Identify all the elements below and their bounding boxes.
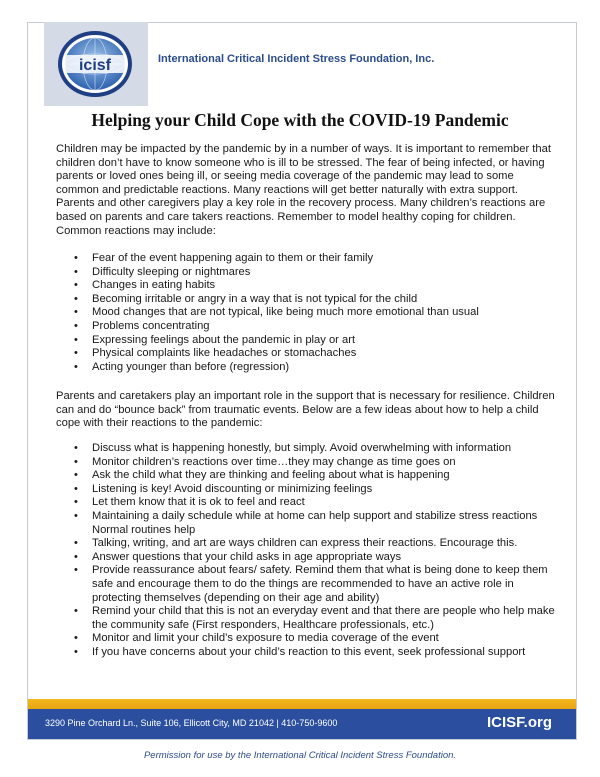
document-title: Helping your Child Cope with the COVID-19 Pandemic bbox=[91, 110, 509, 130]
list-item: • If you have concerns about your child’s reaction to this event, seek professional support bbox=[56, 646, 556, 660]
list-item: • Changes in eating habits bbox=[56, 279, 556, 293]
support-paragraph: Parents and caretakers play an important role in the support that is necessary for resilience. Children can and do “bounce back” from traumatic events. Below are a few ideas about how to help a child cope with their reactions to the pandemic: bbox=[56, 390, 555, 430]
list-item: • Provide reassurance about fears/ safety. Remind them that what is being done to keep them safe and encourage them to do the things are recommended to have an active role in protecting themselves (depending on their age and ability) bbox=[56, 564, 556, 605]
permission-note: Permission for use by the International Critical Incident Stress Foundation. bbox=[143, 750, 457, 761]
svg-text:icisf: icisf bbox=[78, 57, 112, 74]
reactions-list bbox=[56, 252, 556, 374]
list-item: • Monitor and limit your child’s exposure to media coverage of the event bbox=[56, 632, 556, 646]
footer-gold-stripe bbox=[28, 699, 576, 709]
list-item: • Acting younger than before (regression) bbox=[56, 361, 556, 375]
ideas-list bbox=[56, 442, 556, 660]
footer-url: ICISF.org bbox=[486, 714, 552, 731]
list-item: • Talking, writing, and art are ways children can express their reactions. Encourage this. bbox=[56, 537, 556, 551]
list-item: • Physical complaints like headaches or stomachaches bbox=[56, 347, 556, 361]
list-item: • Listening is key! Avoid discounting or minimizing feelings bbox=[56, 483, 556, 497]
list-item: • Mood changes that are not typical, like being much more emotional than usual bbox=[56, 306, 556, 320]
list-item: • Monitor children’s reactions over time…they may change as time goes on bbox=[56, 456, 556, 470]
organization-name: International Critical Incident Stress Foundation, Inc. bbox=[158, 53, 435, 65]
list-item: • Let them know that it is ok to feel and react bbox=[56, 496, 556, 510]
list-item: • Discuss what is happening honestly, but simply. Avoid overwhelming with information bbox=[56, 442, 556, 456]
intro-paragraph: Children may be impacted by the pandemic by in a number of ways. It is important to remember that children don’t have to know someone who is ill to be stressed. The fear of being infected, or having parents or loved ones being ill, or seeing media coverage of the pandemic may lead to some common and predictable reactions. Many reactions will get better naturally with extra support. Parents and other caregivers play a key role in the recovery process. Many children’s reactions are based on parents and care takers reactions. Remember to model healthy coping for children. Common reactions may include: bbox=[56, 143, 551, 237]
list-item: • Answer questions that your child asks in age appropriate ways bbox=[56, 551, 556, 565]
list-item: • Fear of the event happening again to them or their family bbox=[56, 252, 556, 266]
list-item: • Ask the child what they are thinking and feeling about what is happening bbox=[56, 469, 556, 483]
list-item: • Expressing feelings about the pandemic in play or art bbox=[56, 334, 556, 348]
list-item: • Maintaining a daily schedule while at home can help support and stabilize stress reactions Normal routines help bbox=[56, 510, 556, 537]
icisf-logo bbox=[55, 28, 135, 100]
list-item: • Difficulty sleeping or nightmares bbox=[56, 266, 556, 280]
footer-address: 3290 Pine Orchard Ln., Suite 106, Ellicott City, MD 21042 | 410-750-9600 bbox=[45, 718, 338, 728]
list-item: • Problems concentrating bbox=[56, 320, 556, 334]
list-item: • Becoming irritable or angry in a way that is not typical for the child bbox=[56, 293, 556, 307]
list-item: • Remind your child that this is not an everyday event and that there are people who help make the community safe (First responders, Healthcare professionals, etc.) bbox=[56, 605, 556, 632]
